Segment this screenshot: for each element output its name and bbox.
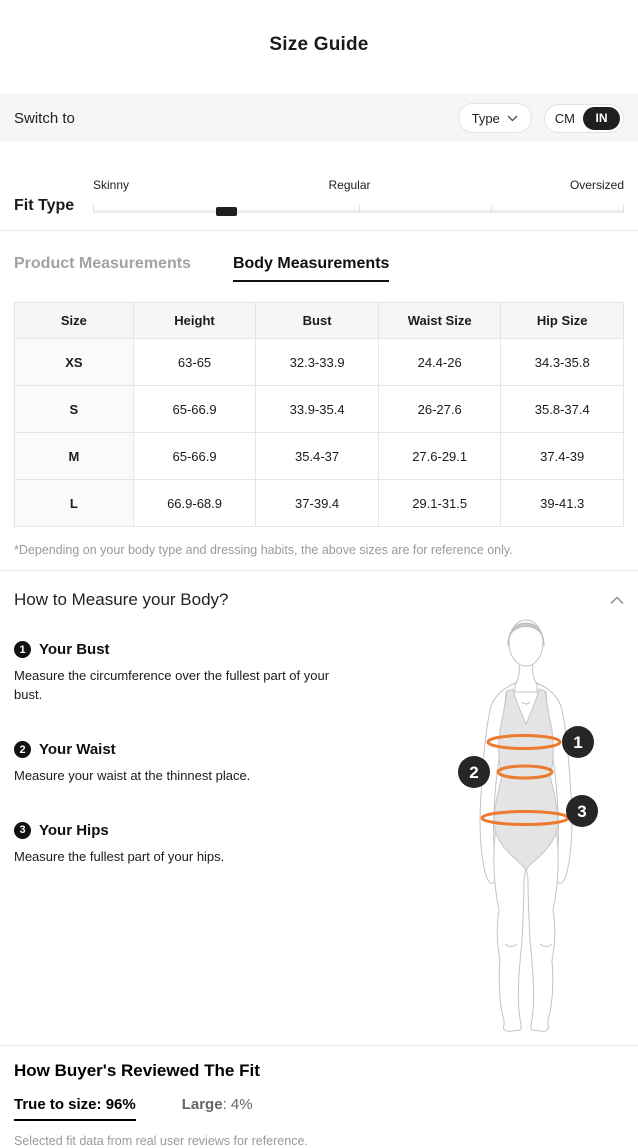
cell-hip: 39-41.3 — [501, 480, 624, 527]
measure-item-title: Your Bust — [39, 641, 110, 658]
cell-bust: 32.3-33.9 — [256, 339, 379, 386]
cell-bust: 33.9-35.4 — [256, 386, 379, 433]
divider — [0, 1045, 638, 1046]
step-2-badge: 2 — [14, 741, 31, 758]
col-header-bust: Bust — [256, 303, 379, 339]
measure-item-title: Your Hips — [39, 821, 109, 839]
type-dropdown-button[interactable] — [458, 103, 532, 133]
measure-item-hips — [14, 822, 426, 866]
cell-height: 63-65 — [133, 339, 256, 386]
col-header-height: Height — [133, 303, 256, 339]
fit-option-oversized: Oversized — [569, 178, 624, 192]
svg-text:1: 1 — [573, 733, 583, 752]
cell-waist: 27.6-29.1 — [378, 433, 501, 480]
type-dropdown-label: Type — [471, 110, 500, 126]
unit-option-cm[interactable]: CM — [554, 110, 575, 126]
cell-waist: 26-27.6 — [378, 386, 501, 433]
fit-option-regular: Regular — [328, 178, 371, 192]
divider — [0, 230, 638, 231]
measure-item-desc: Measure the fullest part of your hips. — [14, 848, 225, 864]
page-title: Size Guide — [269, 34, 369, 55]
measure-item-desc: Measure the circumference over the fullest part of your bust. — [14, 668, 330, 703]
col-header-size: Size — [15, 303, 134, 339]
review-section-title: How Buyer's Reviewed The Fit — [14, 1061, 260, 1080]
size-table — [14, 302, 624, 527]
step-3-badge: 3 — [14, 822, 31, 839]
review-note: Selected fit data from real user reviews for reference. — [14, 1134, 308, 1148]
measure-item-waist — [14, 741, 426, 785]
chevron-down-icon — [507, 115, 518, 122]
unit-option-in[interactable]: IN — [583, 107, 620, 130]
measure-item-title: Your Waist — [39, 741, 116, 759]
fit-type-slider — [93, 178, 624, 217]
fit-type-track[interactable] — [93, 203, 624, 217]
fit-type-section — [0, 178, 638, 217]
stat-large[interactable]: Large: 4% — [181, 1096, 253, 1113]
size-table-footnote: *Depending on your body type and dressing habits, the above sizes are for reference only. — [14, 543, 513, 557]
measure-items — [14, 610, 436, 1037]
slider-tick — [623, 205, 624, 213]
step-1-badge: 1 — [14, 641, 31, 658]
fit-type-slider-handle[interactable] — [216, 207, 237, 216]
slider-tick — [491, 205, 492, 213]
table-row — [15, 433, 624, 480]
unit-toggle[interactable] — [544, 104, 624, 133]
slider-tick — [359, 205, 360, 213]
tab-product-measurements[interactable]: Product Measurements — [14, 255, 191, 272]
cell-bust: 35.4-37 — [256, 433, 379, 480]
cell-height: 66.9-68.9 — [133, 480, 256, 527]
cell-hip: 34.3-35.8 — [501, 339, 624, 386]
measurement-tabs — [0, 255, 638, 282]
fit-type-options — [93, 178, 624, 192]
tab-body-measurements[interactable]: Body Measurements — [233, 255, 390, 282]
col-header-hip: Hip Size — [501, 303, 624, 339]
review-stats — [0, 1096, 638, 1121]
fit-type-label: Fit Type — [14, 197, 75, 214]
body-figure-illustration — [436, 610, 624, 1037]
slider-tick — [93, 205, 94, 213]
cell-size: L — [15, 480, 134, 527]
table-row — [15, 386, 624, 433]
cell-height: 65-66.9 — [133, 386, 256, 433]
chevron-up-icon[interactable] — [610, 596, 624, 605]
table-row — [15, 339, 624, 386]
cell-hip: 35.8-37.4 — [501, 386, 624, 433]
fit-option-skinny: Skinny — [93, 178, 130, 192]
table-row — [15, 480, 624, 527]
measure-section-title: How to Measure your Body? — [14, 590, 229, 609]
measure-section-body — [0, 610, 638, 1037]
size-table-header-row — [15, 303, 624, 339]
cell-waist: 24.4-26 — [378, 339, 501, 386]
col-header-waist: Waist Size — [378, 303, 501, 339]
measure-item-bust — [14, 641, 426, 704]
cell-bust: 37-39.4 — [256, 480, 379, 527]
svg-text:3: 3 — [577, 802, 587, 821]
switch-to-label: Switch to — [14, 109, 75, 127]
cell-hip: 37.4-39 — [501, 433, 624, 480]
measure-item-desc: Measure your waist at the thinnest place. — [14, 768, 251, 784]
cell-waist: 29.1-31.5 — [378, 480, 501, 527]
measure-section-header — [0, 590, 638, 610]
cell-size: S — [15, 386, 134, 433]
stat-true-to-size[interactable]: True to size: 96% — [14, 1096, 136, 1121]
divider — [0, 570, 638, 571]
cell-size: M — [15, 433, 134, 480]
svg-text:2: 2 — [469, 763, 479, 782]
cell-height: 65-66.9 — [133, 433, 256, 480]
cell-size: XS — [15, 339, 134, 386]
switch-to-bar — [0, 94, 638, 142]
